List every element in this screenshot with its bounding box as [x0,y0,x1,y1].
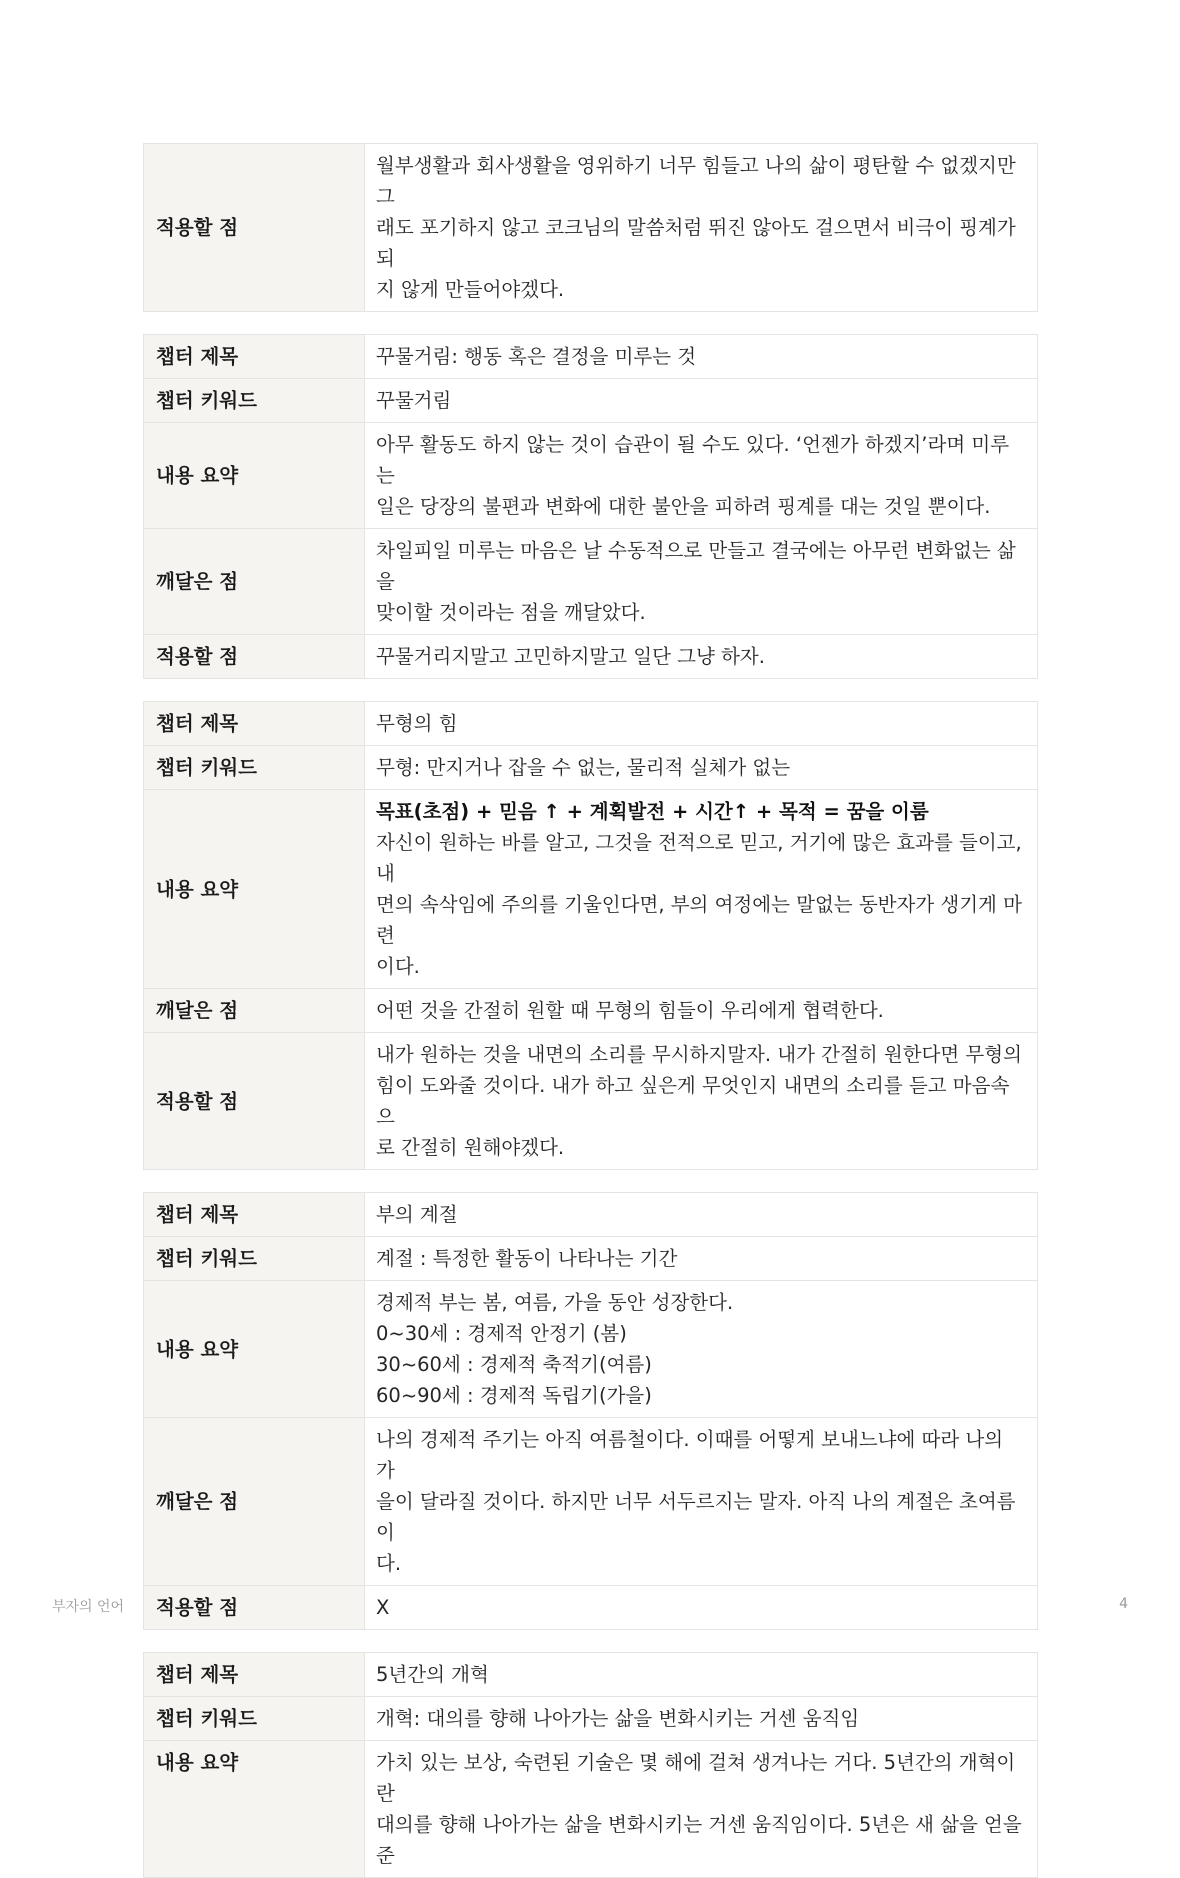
row-label: 챕터 제목 [144,1193,365,1237]
row-keyword [144,1697,1038,1741]
chapter-table-4 [143,1652,1038,1878]
row-application [144,635,1038,679]
row-keyword [144,746,1038,790]
text-line: 을이 달라질 것이다. 하지만 너무 서두르지는 말자. 아직 나의 계절은 초여름이 [376,1490,1016,1544]
row-title [144,335,1038,379]
row-value: X [365,1586,1038,1630]
text-line: 로 간절히 원해야겠다. [376,1136,565,1159]
chapter-table-1 [143,334,1038,679]
row-label: 깨달은 점 [144,989,365,1033]
row-value: 계절 : 특정한 활동이 나타나는 기간 [365,1237,1038,1281]
row-label: 내용 요약 [144,1741,365,1878]
formula-line: 목표(초점) + 믿음 ↑ + 계획발전 + 시간↑ + 목적 = 꿈을 이룸 [376,800,929,823]
row-summary [144,1281,1038,1418]
row-value [365,790,1038,989]
row-value [365,144,1038,312]
chapter-table-2 [143,701,1038,1170]
row-label: 깨달은 점 [144,529,365,635]
row-title [144,1653,1038,1697]
page-content [143,143,1038,1867]
row-label: 적용할 점 [144,1033,365,1170]
text-line: 60~90세 : 경제적 독립기(가을) [376,1384,652,1407]
row-application [144,144,1038,312]
text-line: 이다. [376,955,420,978]
row-label: 챕터 제목 [144,702,365,746]
footer-book-title: 부자의 언어 [52,1599,125,1615]
text-line: 다. [376,1552,402,1575]
text-line: 힘이 도와줄 것이다. 내가 하고 싶은게 무엇인지 내면의 소리를 듣고 마음속으 [376,1074,1010,1128]
row-value: 꾸물거림 [365,379,1038,423]
row-label: 깨달은 점 [144,1418,365,1586]
text-line: 면의 속삭임에 주의를 기울인다면, 부의 여정에는 말없는 동반자가 생기게 마련 [376,893,1022,947]
row-value: 무형: 만지거나 잡을 수 없는, 물리적 실체가 없는 [365,746,1038,790]
row-label: 챕터 제목 [144,1653,365,1697]
row-application [144,1033,1038,1170]
row-keyword [144,379,1038,423]
row-label: 내용 요약 [144,423,365,529]
text-line: 경제적 부는 봄, 여름, 가을 동안 성장한다. [376,1291,734,1314]
text-line: 가치 있는 보상, 숙련된 기술은 몇 해에 걸쳐 생겨나는 거다. 5년간의 개혁이란 [376,1751,1016,1805]
row-title [144,702,1038,746]
row-label: 적용할 점 [144,1586,365,1630]
chapter-table-0 [143,143,1038,312]
row-keyword [144,1237,1038,1281]
row-label: 적용할 점 [144,144,365,312]
text-line: 일은 당장의 불편과 변화에 대한 불안을 피하려 핑계를 대는 것일 뿐이다. [376,495,991,518]
row-value: 꾸물거리지말고 고민하지말고 일단 그냥 하자. [365,635,1038,679]
row-realization [144,1418,1038,1586]
row-value [365,529,1038,635]
row-realization [144,529,1038,635]
text-line: 차일피일 미루는 마음은 날 수동적으로 만들고 결국에는 아무런 변화없는 삶을 [376,539,1016,593]
row-application [144,1586,1038,1630]
row-label: 챕터 키워드 [144,1237,365,1281]
row-summary [144,423,1038,529]
row-value [365,1281,1038,1418]
text-line: 래도 포기하지 않고 코크님의 말씀처럼 뛰진 않아도 걸으면서 비극이 핑계가 되 [376,216,1016,270]
row-label: 챕터 키워드 [144,746,365,790]
chapter-table-3 [143,1192,1038,1630]
text-line: 대의를 향해 나아가는 삶을 변화시키는 거센 움직임이다. 5년은 새 삶을 얻을 준 [376,1813,1022,1867]
text-line: 내가 원하는 것을 내면의 소리를 무시하지말자. 내가 간절히 원한다면 무형의 [376,1043,1022,1066]
text-line: 0~30세 : 경제적 안정기 (봄) [376,1322,627,1345]
row-title [144,1193,1038,1237]
footer-page-number: 4 [1119,1596,1128,1612]
row-value: 5년간의 개혁 [365,1653,1038,1697]
row-label: 챕터 키워드 [144,379,365,423]
row-label: 적용할 점 [144,635,365,679]
row-value: 무형의 힘 [365,702,1038,746]
row-value: 꾸물거림: 행동 혹은 결정을 미루는 것 [365,335,1038,379]
text-line: 지 않게 만들어야겠다. [376,278,565,301]
row-value: 어떤 것을 간절히 원할 때 무형의 힘들이 우리에게 협력한다. [365,989,1038,1033]
row-summary [144,1741,1038,1878]
text-line: 월부생활과 회사생활을 영위하기 너무 힘들고 나의 삶이 평탄할 수 없겠지만 그 [376,154,1016,208]
row-value [365,423,1038,529]
row-value [365,1741,1038,1878]
row-value [365,1418,1038,1586]
row-label: 내용 요약 [144,1281,365,1418]
row-summary [144,790,1038,989]
text-line: 자신이 원하는 바를 알고, 그것을 전적으로 믿고, 거기에 많은 효과를 들이고, 내 [376,831,1022,885]
row-label: 내용 요약 [144,790,365,989]
row-label: 챕터 제목 [144,335,365,379]
row-value [365,1033,1038,1170]
text-line: 맞이할 것이라는 점을 깨달았다. [376,601,646,624]
row-value: 개혁: 대의를 향해 나아가는 삶을 변화시키는 거센 움직임 [365,1697,1038,1741]
text-line: 30~60세 : 경제적 축적기(여름) [376,1353,652,1376]
text-line: 아무 활동도 하지 않는 것이 습관이 될 수도 있다. ‘언젠가 하겠지’라며 미루는 [376,433,1010,487]
row-value: 부의 계절 [365,1193,1038,1237]
text-line: 나의 경제적 주기는 아직 여름철이다. 이때를 어떻게 보내느냐에 따라 나의 가 [376,1428,1004,1482]
row-realization [144,989,1038,1033]
row-label: 챕터 키워드 [144,1697,365,1741]
